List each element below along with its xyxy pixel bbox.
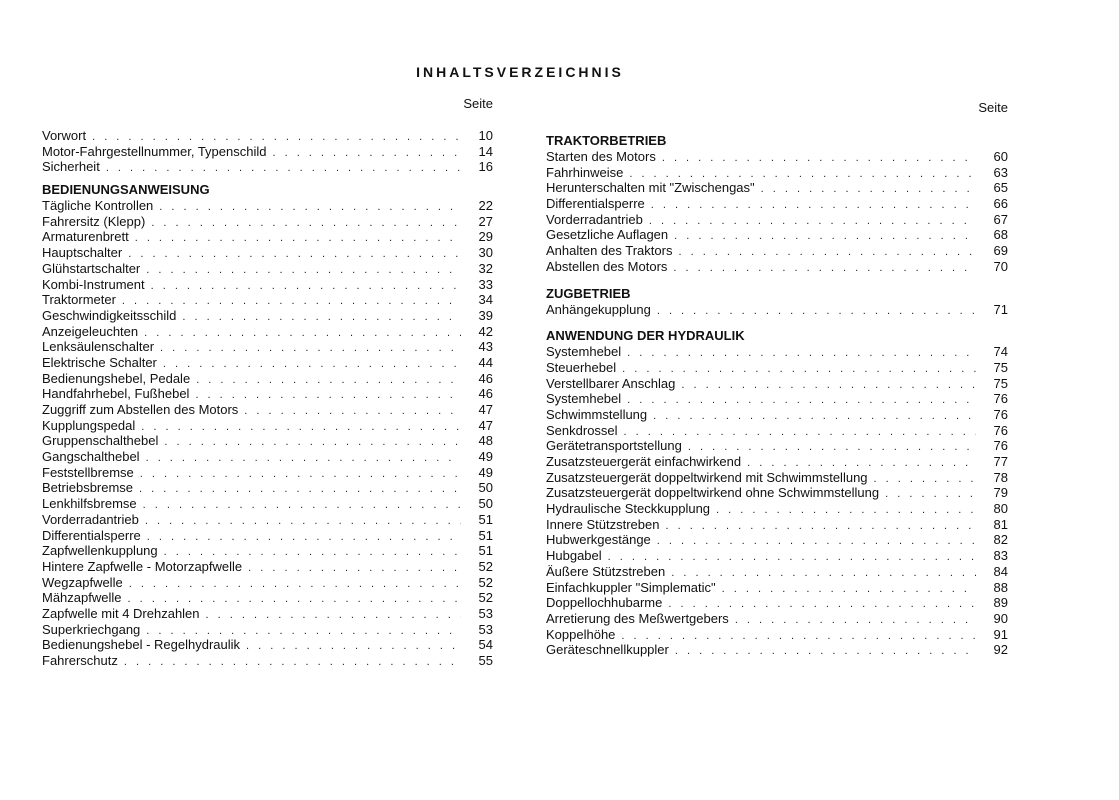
toc-entry-label: Schwimmstellung <box>546 406 648 422</box>
toc-entry-page: 49 <box>478 449 493 465</box>
toc-entry <box>42 159 493 175</box>
toc-leader-dots <box>673 261 976 277</box>
toc-entry <box>42 575 493 591</box>
toc-entry-label: Sicherheit <box>42 159 100 175</box>
toc-entry-page: 52 <box>478 590 493 606</box>
toc-entry-page: 67 <box>993 211 1008 227</box>
toc-entry <box>42 144 493 160</box>
toc-entry <box>546 454 1008 470</box>
toc-leader-dots <box>164 435 461 451</box>
toc-entry-label: Abstellen des Motors <box>546 258 668 274</box>
toc-leader-dots <box>671 566 976 582</box>
toc-entry-label: Fahrerschutz <box>42 653 118 668</box>
toc-entry <box>546 227 1008 243</box>
toc-leader-dots <box>678 245 976 261</box>
toc-leader-dots <box>144 326 461 342</box>
toc-entry-label: Herunterschalten mit "Zwischengas" <box>546 180 755 196</box>
toc-leader-dots <box>246 639 461 655</box>
toc-intro <box>42 128 493 175</box>
toc-leader-dots <box>674 229 976 245</box>
toc-entry-page: 16 <box>478 159 493 175</box>
toc-entry-page: 50 <box>478 480 493 496</box>
toc-leader-dots <box>874 472 976 488</box>
toc-entry-label: Starten des Motors <box>546 149 656 164</box>
toc-entry <box>42 198 493 214</box>
toc-leader-dots <box>163 357 461 373</box>
toc-entry-label: Zuggriff zum Abstellen des Motors <box>42 402 239 417</box>
toc-leader-dots <box>141 420 461 436</box>
toc-entry <box>42 355 493 371</box>
toc-leader-dots <box>143 498 461 514</box>
toc-entry-label: Lenksäulenschalter <box>42 339 155 355</box>
toc-left-column <box>42 94 493 669</box>
toc-entry-page: 52 <box>478 574 493 590</box>
toc-leader-dots <box>716 503 976 519</box>
toc-entry <box>42 590 493 606</box>
toc-entry-label: Anhalten des Traktors <box>546 243 673 259</box>
toc-entry-page: 74 <box>993 344 1008 360</box>
toc-entry <box>546 259 1008 275</box>
toc-entry-page: 51 <box>478 527 493 543</box>
toc-entry-page: 33 <box>478 276 493 292</box>
seite-header-left: Seite <box>463 96 493 111</box>
toc-entry-page: 65 <box>993 180 1008 196</box>
toc-entry-page: 71 <box>993 301 1008 317</box>
toc-leader-dots <box>196 373 461 389</box>
toc-entry-page: 44 <box>478 354 493 370</box>
toc-leader-dots <box>675 644 976 660</box>
toc-entry-label: Motor-Fahrgestellnummer, Typenschild <box>42 143 267 159</box>
toc-entry <box>42 496 493 512</box>
toc-entry-page: 66 <box>993 196 1008 212</box>
toc-entry-page: 92 <box>993 642 1008 658</box>
toc-entry-label: Hydraulische Steckkupplung <box>546 501 711 517</box>
toc-entry <box>546 243 1008 259</box>
toc-entry-page: 79 <box>993 485 1008 501</box>
toc-entry <box>546 344 1008 360</box>
toc-leader-dots <box>244 404 461 420</box>
toc-entry-label: Gesetzliche Auflagen <box>546 227 669 243</box>
toc-entry-page: 90 <box>993 610 1008 626</box>
toc-entry <box>42 324 493 340</box>
toc-leader-dots <box>145 514 461 530</box>
toc-entry-label: Armaturenbrett <box>42 229 129 245</box>
toc-entry <box>546 360 1008 376</box>
toc-entry-label: Gerätetransportstellung <box>546 438 682 454</box>
toc-entry-label: Doppellochhubarme <box>546 595 663 611</box>
toc-entry-label: Vorderradantrieb <box>546 211 643 227</box>
toc-entry-label: Bedienungshebel - Regelhydraulik <box>42 637 241 653</box>
toc-entry-page: 82 <box>993 532 1008 548</box>
toc-entry-page: 30 <box>478 245 493 261</box>
toc-entry-page: 75 <box>993 375 1008 391</box>
toc-entry-page: 39 <box>478 307 493 323</box>
toc-entry-page: 52 <box>478 558 493 574</box>
toc-entry-label: Hintere Zapfwelle - Motorzapfwelle <box>42 558 243 574</box>
toc-entry-label: Glühstartschalter <box>42 260 141 276</box>
toc-entry <box>546 391 1008 407</box>
toc-entry-page: 69 <box>993 243 1008 259</box>
toc-entry-page: 70 <box>993 258 1008 274</box>
toc-entry-page: 29 <box>478 229 493 245</box>
toc-entry-page: 53 <box>478 621 493 637</box>
toc-entry-label: Vorwort <box>42 128 87 143</box>
toc-entry <box>42 386 493 402</box>
section-heading: BEDIENUNGSANWEISUNG <box>42 182 210 198</box>
toc-entry-page: 76 <box>993 391 1008 407</box>
toc-entry <box>42 559 493 575</box>
toc-entry-page: 54 <box>478 637 493 653</box>
toc-entry-label: Koppelhöhe <box>546 626 616 642</box>
toc-entry-label: Anzeigeleuchten <box>42 323 139 339</box>
toc-leader-dots <box>206 608 461 624</box>
toc-leader-dots <box>159 200 461 216</box>
toc-entry-page: 43 <box>478 339 493 355</box>
toc-entry-page: 84 <box>993 563 1008 579</box>
toc-entry-page: 10 <box>478 128 493 143</box>
toc-entry-label: Geräteschnellkuppler <box>546 642 669 658</box>
toc-leader-dots <box>151 216 461 232</box>
toc-section-bedienungsanweisung <box>42 198 493 669</box>
page-title: INHALTSVERZEICHNIS <box>416 64 624 80</box>
toc-entry-label: Lenkhilfsbremse <box>42 496 137 512</box>
toc-entry-page: 88 <box>993 579 1008 595</box>
toc-entry-label: Systemhebel <box>546 391 622 407</box>
toc-leader-dots <box>139 482 461 498</box>
toc-entry <box>546 165 1008 181</box>
toc-leader-dots <box>657 534 976 550</box>
toc-entry-page: 53 <box>478 605 493 621</box>
toc-entry <box>546 501 1008 517</box>
toc-entry-page: 51 <box>478 543 493 559</box>
toc-entry <box>546 517 1008 533</box>
toc-entry <box>42 308 493 324</box>
toc-leader-dots <box>761 182 976 198</box>
toc-entry-page: 63 <box>993 164 1008 180</box>
toc-leader-dots <box>182 310 461 326</box>
toc-entry <box>42 128 493 144</box>
toc-entry <box>546 548 1008 564</box>
toc-entry-page: 60 <box>993 149 1008 164</box>
toc-entry-label: Tägliche Kontrollen <box>42 198 154 214</box>
toc-entry-label: Gangschalthebel <box>42 449 140 465</box>
toc-entry <box>546 438 1008 454</box>
toc-entry-page: 91 <box>993 626 1008 642</box>
toc-leader-dots <box>135 231 461 247</box>
toc-leader-dots <box>124 655 461 671</box>
toc-entry-label: Äußere Stützstreben <box>546 563 666 579</box>
toc-entry-label: Verstellbarer Anschlag <box>546 375 676 391</box>
toc-entry <box>546 564 1008 580</box>
seite-header-right: Seite <box>978 100 1008 115</box>
toc-entry-label: Vorderradantrieb <box>42 511 139 527</box>
toc-entry <box>546 302 1008 318</box>
toc-entry <box>42 637 493 653</box>
toc-entry-label: Kombi-Instrument <box>42 276 145 292</box>
toc-entry <box>546 485 1008 501</box>
toc-entry-page: 83 <box>993 548 1008 564</box>
toc-entry <box>546 642 1008 658</box>
toc-entry-page: 32 <box>478 260 493 276</box>
toc-entry-page: 80 <box>993 501 1008 517</box>
toc-leader-dots <box>272 146 461 162</box>
toc-entry-page: 76 <box>993 422 1008 438</box>
toc-entry-label: Steuerhebel <box>546 359 617 375</box>
toc-entry <box>546 532 1008 548</box>
toc-leader-dots <box>657 304 976 320</box>
toc-entry-label: Traktormeter <box>42 292 116 308</box>
section-heading: ANWENDUNG DER HYDRAULIK <box>546 328 745 344</box>
toc-entry <box>42 229 493 245</box>
toc-entry <box>42 653 493 669</box>
toc-entry <box>546 376 1008 392</box>
toc-entry-label: Zusatzsteuergerät doppeltwirkend mit Schwimmstellung <box>546 469 868 485</box>
toc-leader-dots <box>128 247 461 263</box>
toc-leader-dots <box>735 613 976 629</box>
toc-entry <box>546 580 1008 596</box>
toc-entry <box>546 470 1008 486</box>
toc-entry <box>42 245 493 261</box>
toc-entry-label: Hauptschalter <box>42 245 123 261</box>
toc-entry-page: 75 <box>993 359 1008 375</box>
toc-entry <box>546 180 1008 196</box>
toc-leader-dots <box>627 346 976 362</box>
toc-entry-label: Systemhebel <box>546 344 622 360</box>
toc-entry <box>42 339 493 355</box>
toc-entry-label: Kupplungspedal <box>42 417 136 433</box>
toc-entry-label: Geschwindigkeitsschild <box>42 307 177 323</box>
toc-entry <box>546 627 1008 643</box>
toc-entry <box>546 611 1008 627</box>
toc-entry <box>42 277 493 293</box>
toc-entry-label: Einfachkuppler "Simplematic" <box>546 579 716 595</box>
toc-leader-dots <box>885 487 976 503</box>
toc-entry <box>42 622 493 638</box>
toc-entry <box>546 423 1008 439</box>
toc-entry-page: 22 <box>478 198 493 214</box>
toc-entry <box>42 512 493 528</box>
toc-entry <box>42 465 493 481</box>
toc-entry <box>546 595 1008 611</box>
toc-entry-label: Wegzapfwelle <box>42 574 123 590</box>
section-heading: TRAKTORBETRIEB <box>546 133 667 148</box>
toc-leader-dots <box>140 467 461 483</box>
toc-entry <box>42 606 493 622</box>
toc-entry <box>42 402 493 418</box>
toc-entry <box>42 371 493 387</box>
toc-entry-label: Zusatzsteuergerät doppeltwirkend ohne Schwimmstellung <box>546 485 880 501</box>
toc-leader-dots <box>665 519 976 535</box>
toc-leader-dots <box>653 409 976 425</box>
toc-leader-dots <box>146 263 461 279</box>
toc-entry <box>546 196 1008 212</box>
toc-entry-label: Fahrhinweise <box>546 164 624 180</box>
toc-entry <box>546 407 1008 423</box>
toc-entry-page: 68 <box>993 227 1008 243</box>
toc-entry-label: Betriebsbremse <box>42 480 134 496</box>
toc-entry <box>42 292 493 308</box>
toc-leader-dots <box>627 393 976 409</box>
toc-entry-page: 47 <box>478 417 493 433</box>
toc-entry-label: Elektrische Schalter <box>42 354 157 370</box>
toc-entry <box>42 261 493 277</box>
toc-leader-dots <box>651 198 976 214</box>
toc-entry-page: 46 <box>478 370 493 386</box>
toc-entry-label: Innere Stützstreben <box>546 516 660 532</box>
toc-section-traktorbetrieb <box>546 149 1008 275</box>
toc-leader-dots <box>722 582 976 598</box>
toc-entry-page: 51 <box>478 511 493 527</box>
toc-leader-dots <box>106 161 461 177</box>
toc-entry-label: Mähzapfwelle <box>42 590 122 606</box>
toc-entry-label: Handfahrhebel, Fußhebel <box>42 386 190 402</box>
toc-entry-label: Arretierung des Meßwertgebers <box>546 610 729 626</box>
toc-entry-page: 42 <box>478 323 493 339</box>
toc-entry-page: 49 <box>478 464 493 480</box>
toc-entry-page: 89 <box>993 595 1008 611</box>
toc-entry-label: Gruppenschalthebel <box>42 433 159 449</box>
toc-entry-page: 77 <box>993 454 1008 469</box>
toc-entry-label: Bedienungshebel, Pedale <box>42 370 191 386</box>
toc-leader-dots <box>649 214 976 230</box>
toc-leader-dots <box>129 577 461 593</box>
toc-entry <box>42 449 493 465</box>
toc-entry <box>42 480 493 496</box>
toc-entry-label: Zapfwelle mit 4 Drehzahlen <box>42 605 200 621</box>
toc-leader-dots <box>681 378 976 394</box>
toc-entry <box>42 543 493 559</box>
toc-entry-label: Differentialsperre <box>42 527 141 543</box>
toc-entry-page: 55 <box>478 653 493 668</box>
toc-leader-dots <box>248 561 461 577</box>
toc-entry-page: 50 <box>478 496 493 512</box>
toc-leader-dots <box>621 629 976 645</box>
toc-entry <box>42 433 493 449</box>
toc-leader-dots <box>147 530 461 546</box>
toc-entry-page: 48 <box>478 433 493 449</box>
toc-entry <box>42 418 493 434</box>
toc-entry-page: 81 <box>993 516 1008 532</box>
toc-entry-page: 78 <box>993 469 1008 485</box>
toc-entry-label: Differentialsperre <box>546 196 645 212</box>
toc-entry-page: 34 <box>478 292 493 308</box>
toc-entry-page: 76 <box>993 406 1008 422</box>
toc-leader-dots <box>160 341 461 357</box>
toc-entry-label: Senkdrossel <box>546 422 618 438</box>
toc-entry-label: Hubgabel <box>546 548 602 564</box>
toc-entry <box>42 214 493 230</box>
toc-entry-page: 47 <box>478 402 493 417</box>
toc-leader-dots <box>662 151 976 167</box>
toc-leader-dots <box>146 451 461 467</box>
toc-entry-page: 76 <box>993 438 1008 454</box>
toc-entry-label: Zusatzsteuergerät einfachwirkend <box>546 454 742 469</box>
toc-right-column <box>546 98 1008 658</box>
section-heading: ZUGBETRIEB <box>546 285 631 301</box>
toc-entry-label: Zapfwellenkupplung <box>42 543 158 559</box>
toc-leader-dots <box>151 279 461 295</box>
toc-entry-page: 14 <box>478 143 493 159</box>
toc-entry <box>546 212 1008 228</box>
toc-entry-label: Fahrersitz (Klepp) <box>42 213 146 229</box>
toc-entry <box>42 528 493 544</box>
toc-entry-label: Anhängekupplung <box>546 301 651 317</box>
toc-entry-page: 27 <box>478 213 493 229</box>
toc-entry-label: Superkriechgang <box>42 621 141 637</box>
toc-section-hydraulik <box>546 344 1008 658</box>
toc-entry-page: 46 <box>478 386 493 402</box>
toc-entry-label: Feststellbremse <box>42 464 134 480</box>
toc-entry <box>546 149 1008 165</box>
toc-section-zugbetrieb <box>546 302 1008 318</box>
toc-entry-label: Hubwerkgestänge <box>546 532 651 548</box>
